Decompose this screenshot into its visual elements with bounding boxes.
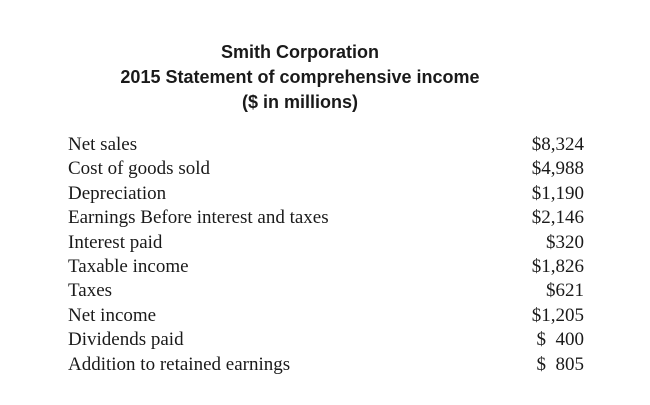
- row-amount: $8,324: [531, 134, 584, 155]
- statement-row-ebit: [68, 206, 584, 230]
- row-amount: $2,146: [531, 207, 584, 229]
- statement-row-dividends-paid: [68, 328, 584, 352]
- row-amount: $ 400: [536, 329, 584, 351]
- row-amount: $ 805: [536, 353, 584, 375]
- row-label: Earnings Before interest and taxes: [68, 207, 329, 229]
- row-label: Taxes: [68, 280, 113, 302]
- row-label: Addition to retained earnings: [68, 353, 291, 375]
- row-label: Net income: [68, 304, 157, 326]
- row-label: Taxable income: [68, 256, 189, 278]
- row-amount: $621: [546, 280, 584, 302]
- row-label: Dividends paid: [68, 329, 184, 351]
- company-name: Smith Corporation: [221, 42, 379, 62]
- row-label: Cost of goods sold: [68, 158, 210, 180]
- income-statement-table: [68, 133, 584, 377]
- statement-header: [0, 40, 600, 115]
- statement-row-cost-of-goods-sold: [68, 157, 584, 181]
- statement-row-interest-paid: [68, 231, 584, 255]
- statement-row-taxes: [68, 279, 584, 303]
- row-amount: $320: [546, 231, 584, 253]
- row-label: Interest paid: [68, 231, 163, 253]
- row-amount: $4,988: [531, 158, 584, 180]
- row-amount: $1,190: [531, 182, 584, 204]
- statement-row-taxable-income: [68, 255, 584, 279]
- statement-row-addition-to-retained-earnings: [68, 353, 584, 377]
- row-label: Depreciation: [68, 182, 167, 204]
- statement-row-net-sales: [68, 133, 584, 157]
- units-caption: ($ in millions): [241, 92, 358, 112]
- row-amount: $1,826: [531, 256, 584, 278]
- statement-row-net-income: [68, 304, 584, 328]
- row-label: Net sales: [68, 134, 138, 155]
- row-amount: $1,205: [531, 304, 584, 326]
- statement-row-depreciation: [68, 182, 584, 206]
- statement-title: 2015 Statement of comprehensive income: [120, 67, 480, 87]
